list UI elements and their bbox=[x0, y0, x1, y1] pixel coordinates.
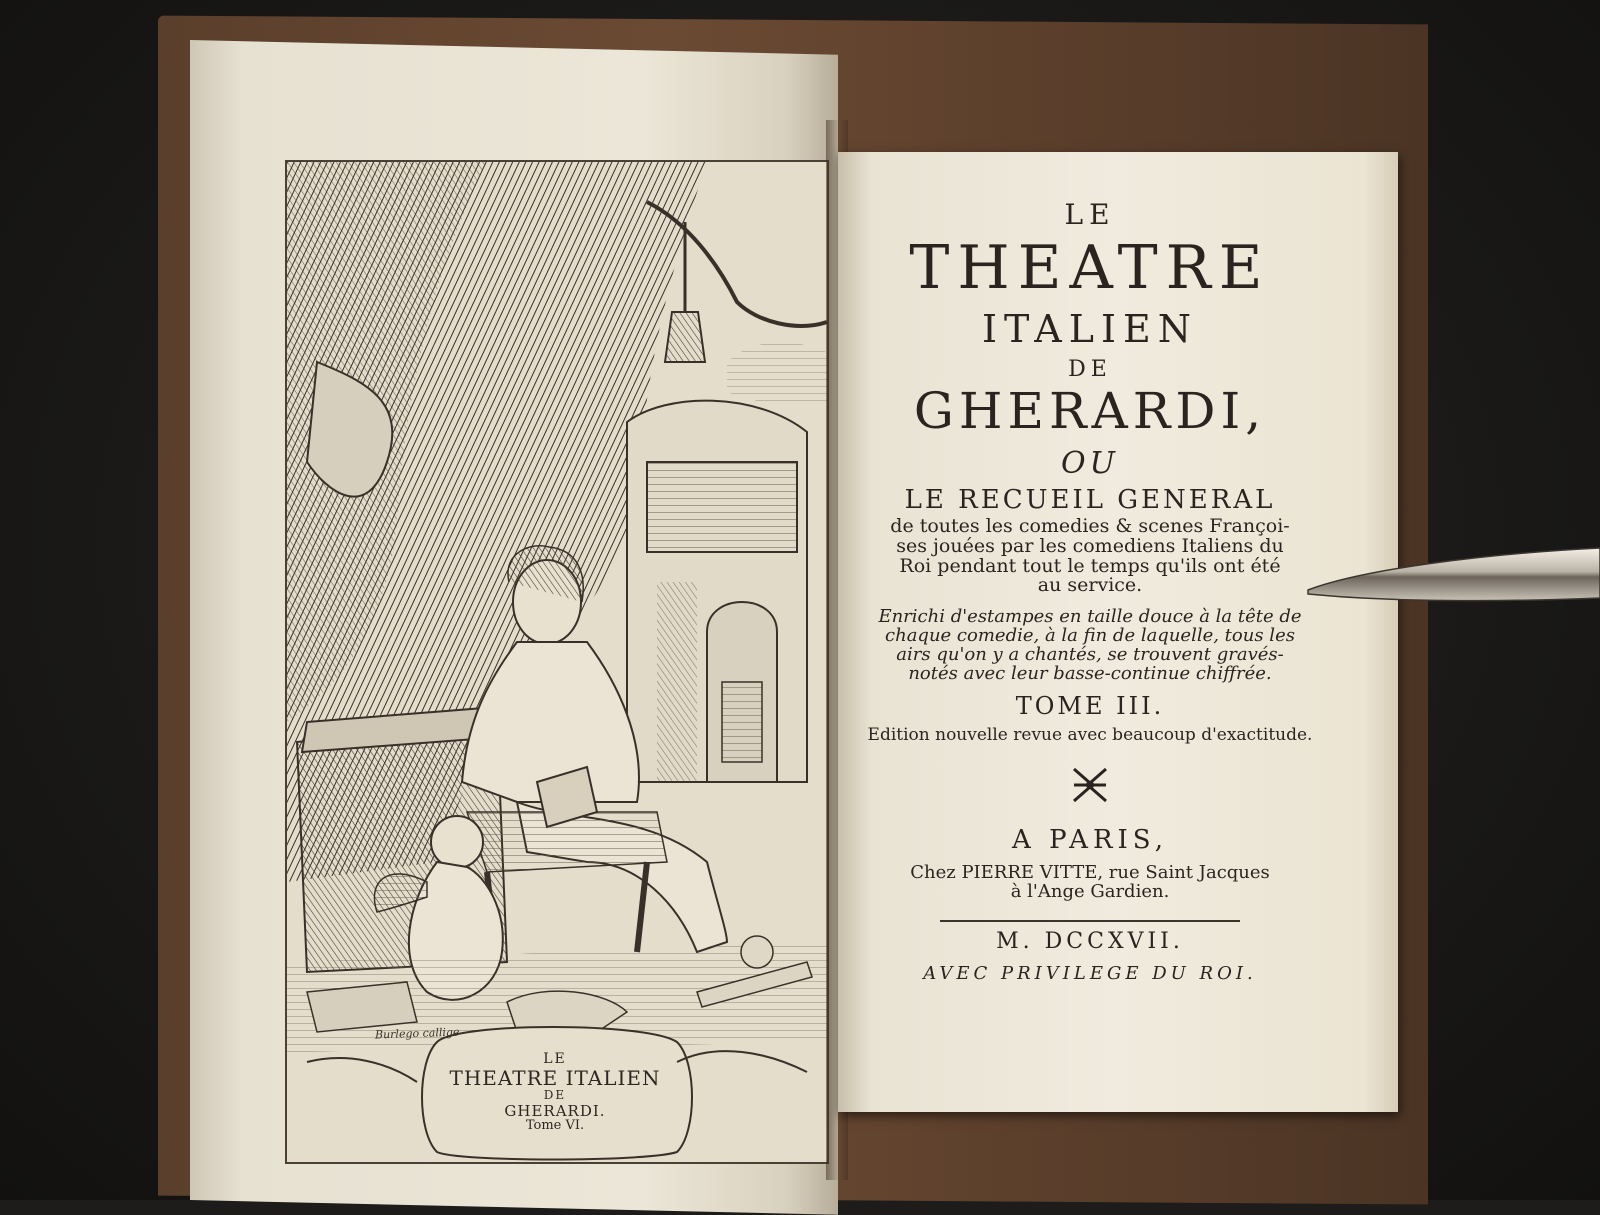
engraving-illustration bbox=[287, 162, 827, 1162]
title-page bbox=[860, 200, 1320, 984]
edition-note: Edition nouvelle revue avec beaucoup d'exactitude. bbox=[867, 725, 1313, 746]
description-line: ses jouées par les comediens Italiens du bbox=[896, 534, 1284, 557]
title-le: LE bbox=[1064, 198, 1116, 231]
enrichi-block bbox=[860, 608, 1320, 684]
title-gherardi: GHERARDI, bbox=[913, 382, 1267, 441]
description-line: Roi pendant tout le temps qu'ils ont été bbox=[899, 554, 1281, 577]
tome-number: TOME III. bbox=[1015, 691, 1165, 720]
privilege-line: AVEC PRIVILEGE DU ROI. bbox=[923, 963, 1257, 985]
title-theatre: THEATRE bbox=[909, 233, 1271, 304]
enrichi-line: Enrichi d'estampes en taille douce à la tête de bbox=[878, 606, 1302, 628]
description-line: de toutes les comedies & scenes Françoi- bbox=[890, 514, 1290, 537]
publisher-line: Chez PIERRE VITTE, rue Saint Jacques bbox=[910, 862, 1270, 884]
enrichi-line: airs qu'on y a chantés, se trouvent gravés- bbox=[896, 644, 1284, 666]
cartouche-de: DE bbox=[543, 1088, 567, 1103]
description-line: au service. bbox=[1037, 574, 1143, 597]
title-ou: OU bbox=[1061, 445, 1119, 481]
cartouche-theatre-italien: THEATRE ITALIEN bbox=[449, 1066, 661, 1091]
frontispiece-engraving bbox=[285, 160, 829, 1164]
imprint-city: A PARIS, bbox=[1012, 825, 1168, 856]
engraver-signature: Burlego callige bbox=[374, 1025, 460, 1042]
description-block bbox=[860, 514, 1320, 597]
cartouche-tome: Tome VI. bbox=[525, 1118, 585, 1134]
enrichi-line: chaque comedie, à la fin de laquelle, tous les bbox=[885, 625, 1295, 647]
letter-opener-blade bbox=[1300, 540, 1600, 620]
cartouche-le: LE bbox=[543, 1051, 567, 1067]
title-de: DE bbox=[1068, 357, 1112, 383]
publisher-line: à l'Ange Gardien. bbox=[1010, 881, 1170, 903]
cartouche-gherardi: GHERARDI. bbox=[504, 1101, 606, 1120]
printer-ornament-icon bbox=[1070, 765, 1110, 805]
publisher-block bbox=[860, 864, 1320, 902]
imprint-date: M. DCCXVII. bbox=[996, 929, 1184, 955]
enrichi-line: notés avec leur basse-continue chiffrée. bbox=[908, 663, 1272, 685]
title-recueil: LE RECUEIL GENERAL bbox=[904, 485, 1276, 516]
frontispiece-cartouche bbox=[445, 1052, 665, 1133]
imprint-rule bbox=[940, 920, 1240, 922]
title-italien: ITALIEN bbox=[982, 307, 1198, 352]
